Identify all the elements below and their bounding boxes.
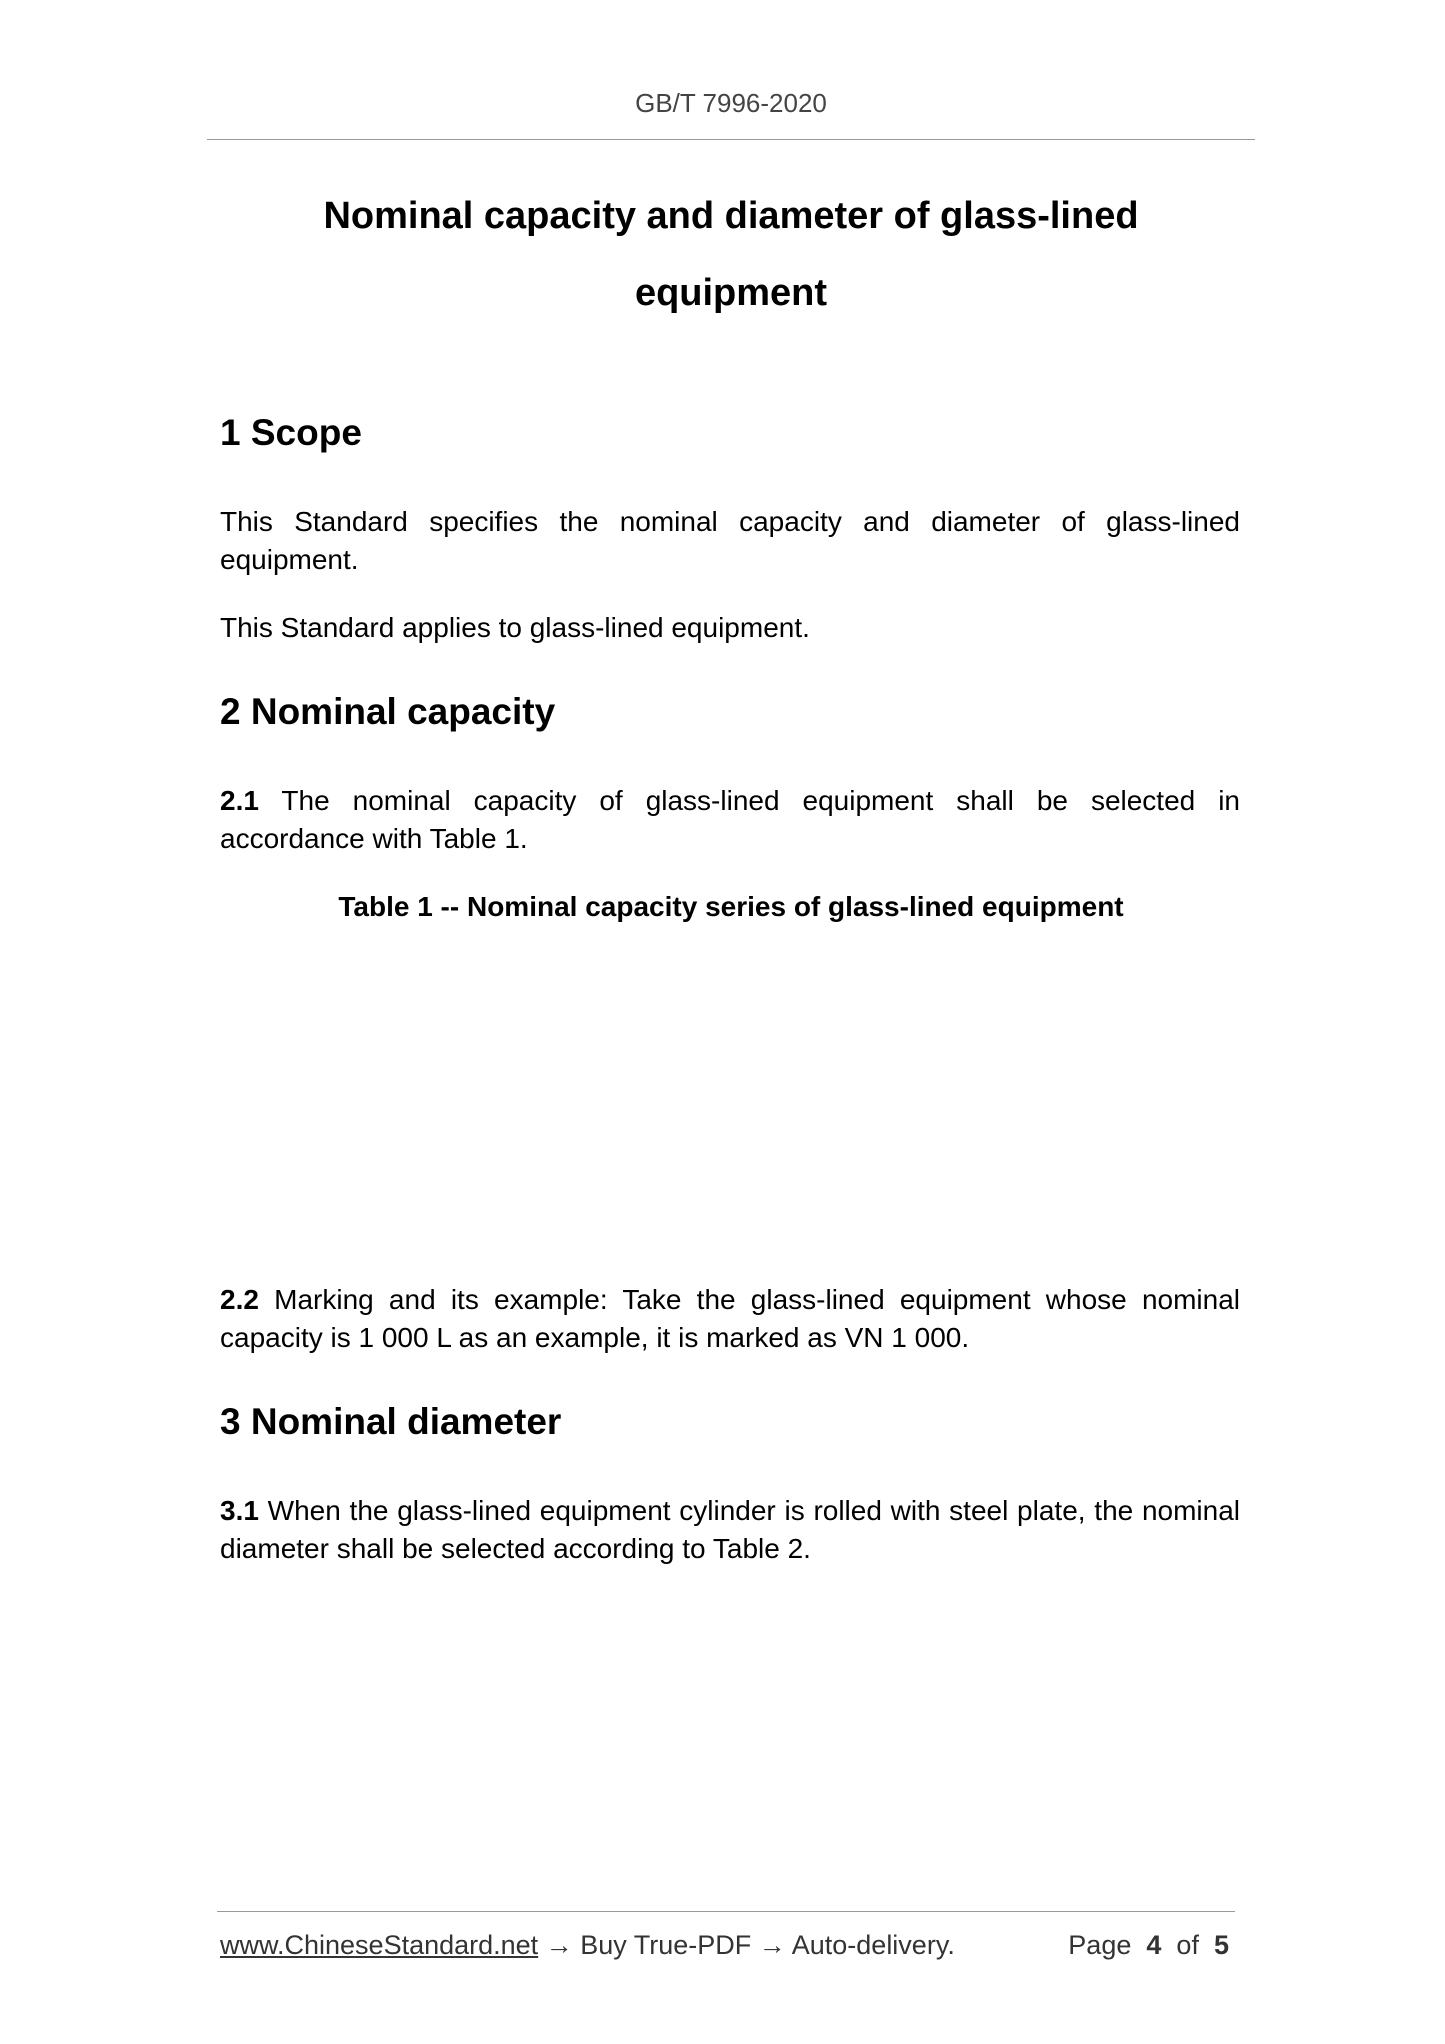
clause-text: When the glass-lined equipment cylinder is rolled with steel plate, the nominal diameter shall be selected according to Table 2. [220,1495,1240,1564]
page-total: 5 [1213,1930,1229,1960]
clause-3-1 [220,1492,1240,1568]
document-title [207,178,1255,332]
clause-number: 2.2 [220,1284,259,1315]
page-of: of [1176,1930,1199,1960]
clause-number: 2.1 [220,785,259,816]
website-link[interactable]: www.ChineseStandard.net [220,1930,539,1960]
document-title-line-1: Nominal capacity and diameter of glass-lined [323,195,1139,237]
header-divider [207,139,1255,140]
scope-paragraph-2: This Standard applies to glass-lined equipment. [220,612,810,643]
clause-text: Marking and its example: Take the glass-lined equipment whose nominal capacity is 1 000 L as an example, it is marked as VN 1 000. [220,1284,1240,1353]
clause-text: The nominal capacity of glass-lined equipment shall be selected in accordance with Table 1. [220,785,1240,854]
footer-divider [217,1911,1235,1912]
footer-promo-text: → Buy True-PDF → Auto-delivery. [538,1930,955,1960]
table-1-caption: Table 1 -- Nominal capacity series of glass-lined equipment [338,891,1124,922]
footer-promo [220,1930,955,1961]
clause-2-1 [220,782,1240,858]
section-heading-nominal-capacity: 2 Nominal capacity [220,691,556,732]
section-heading-scope: 1 Scope [220,412,362,453]
page-number [1068,1930,1229,1961]
page-current: 4 [1146,1930,1162,1960]
page-label: Page [1068,1930,1132,1960]
clause-number: 3.1 [220,1495,259,1526]
document-title-line-2: equipment [634,272,828,314]
running-header: GB/T 7996-2020 [635,88,827,118]
scope-paragraph-1: This Standard specifies the nominal capacity and diameter of glass-lined equipment. [220,506,1240,575]
section-heading-nominal-diameter: 3 Nominal diameter [220,1401,562,1442]
clause-2-2 [220,1281,1240,1357]
